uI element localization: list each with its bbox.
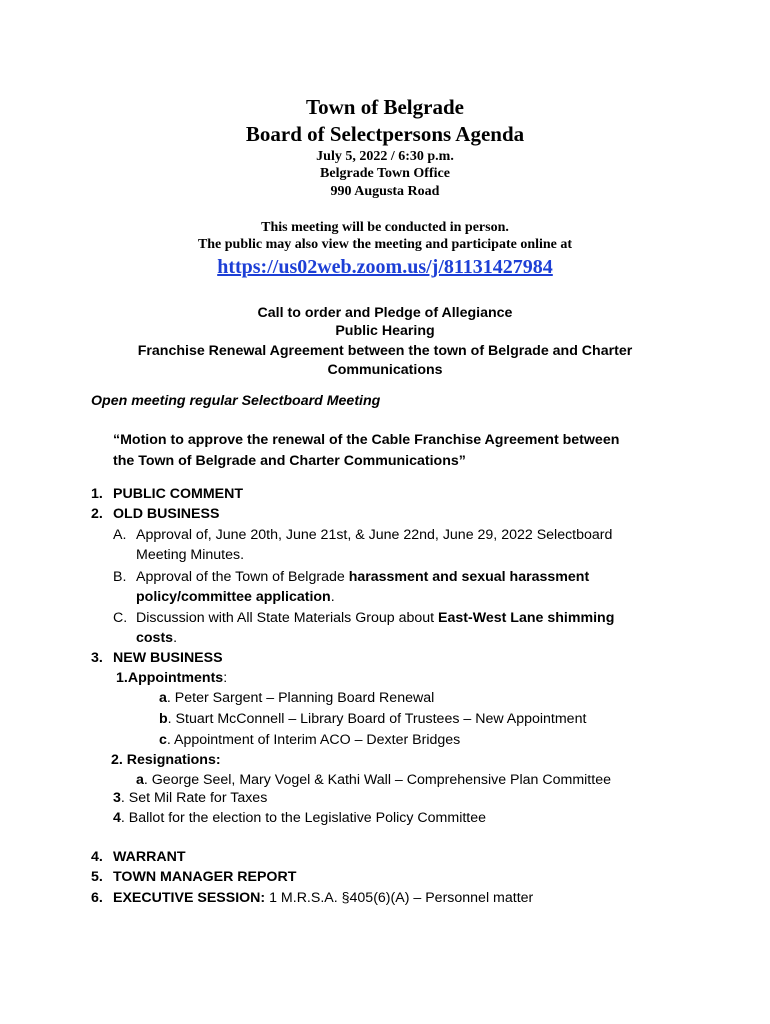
franchise-line-2: Communications — [327, 362, 443, 378]
sub-item-c-letter: C. — [113, 610, 128, 626]
appointment-c-text: . Appointment of Interim ACO – Dexter Bridges — [166, 732, 461, 748]
appointment-a-letter: a — [159, 690, 167, 706]
appointments-label: 1.Appointments — [116, 670, 224, 686]
meeting-date: July 5, 2022 / 6:30 p.m. — [316, 149, 454, 164]
item-number-4: 4. — [91, 849, 103, 865]
sub-item-a-line-1: Approval of, June 20th, June 21st, & June 22nd, June 29, 2022 Selectboard — [136, 527, 613, 543]
sub-item-3-number: 3 — [113, 790, 121, 806]
item-warrant: WARRANT — [113, 849, 186, 865]
appointments-heading — [116, 668, 227, 688]
appointment-b-letter: b — [159, 711, 168, 727]
motion-line-2: the Town of Belgrade and Charter Communications” — [113, 453, 466, 469]
sub-item-c-bold-2: costs — [136, 630, 174, 646]
item-old-business: OLD BUSINESS — [113, 506, 220, 522]
sub-item-3-text: . Set Mil Rate for Taxes — [120, 790, 268, 806]
sub-item-b-bold-2: policy/committee application — [136, 589, 331, 605]
resignation-a-letter: a — [136, 772, 144, 788]
sub-item-b-bold-1: harassment and sexual harassment — [348, 569, 590, 585]
sub-item-c-period: . — [173, 630, 178, 646]
item-executive-session — [113, 888, 533, 908]
item-public-comment: PUBLIC COMMENT — [113, 486, 244, 502]
item-number-2: 2. — [91, 506, 103, 522]
sub-item-b-line-2 — [136, 587, 335, 607]
call-to-order: Call to order and Pledge of Allegiance — [257, 305, 513, 321]
sub-item-c-bold-1: East-West Lane shimming — [438, 610, 615, 626]
appointments-colon: : — [223, 670, 228, 686]
notice-line-2: The public may also view the meeting and participate online at — [197, 237, 573, 252]
sub-item-a-letter: A. — [113, 527, 127, 543]
meeting-location: Belgrade Town Office — [320, 166, 450, 181]
executive-session-detail: 1 M.R.S.A. §405(6)(A) – Personnel matter — [265, 890, 534, 906]
motion-line-1: “Motion to approve the renewal of the Cable Franchise Agreement between — [113, 432, 620, 448]
sub-item-b-text: Approval of the Town of Belgrade — [136, 569, 349, 585]
appointment-a — [159, 688, 434, 708]
appointment-c-letter: c — [159, 732, 167, 748]
item-number-3: 3. — [91, 650, 103, 666]
town-title: Town of Belgrade — [306, 95, 464, 119]
appointment-b-text: . Stuart McConnell – Library Board of Trustees – New Appointment — [167, 711, 587, 727]
appointment-a-text: . Peter Sargent – Planning Board Renewal — [166, 690, 435, 706]
notice-line-1: This meeting will be conducted in person. — [261, 220, 509, 235]
item-new-business: NEW BUSINESS — [113, 650, 223, 666]
sub-item-b-line-1 — [136, 567, 589, 587]
executive-session-label: EXECUTIVE SESSION: — [113, 890, 266, 906]
franchise-line-1: Franchise Renewal Agreement between the town of Belgrade and Charter — [137, 343, 633, 359]
public-hearing: Public Hearing — [335, 323, 435, 339]
item-number-1: 1. — [91, 486, 103, 502]
sub-item-4-text: . Ballot for the election to the Legislative Policy Committee — [120, 810, 487, 826]
board-title: Board of Selectpersons Agenda — [245, 122, 525, 146]
sub-item-3 — [113, 788, 267, 808]
meeting-address: 990 Augusta Road — [330, 184, 440, 199]
sub-item-4 — [113, 808, 486, 828]
item-number-6: 6. — [91, 890, 103, 906]
sub-item-4-number: 4 — [113, 810, 121, 826]
item-town-manager-report: TOWN MANAGER REPORT — [113, 869, 297, 885]
resignation-a-text: . George Seel, Mary Vogel & Kathi Wall – Comprehensive Plan Committee — [143, 772, 611, 788]
appointment-c — [159, 730, 460, 750]
appointment-b — [159, 709, 586, 729]
resignation-a — [136, 770, 611, 790]
open-meeting-heading: Open meeting regular Selectboard Meeting — [91, 393, 381, 409]
sub-item-c-text: Discussion with All State Materials Group about — [136, 610, 439, 626]
resignations-heading: 2. Resignations: — [111, 752, 221, 768]
sub-item-c-line-1 — [136, 608, 614, 628]
sub-item-b-letter: B. — [113, 569, 127, 585]
sub-item-b-period: . — [330, 589, 335, 605]
zoom-link[interactable]: https://us02web.zoom.us/j/81131427984 — [217, 256, 553, 278]
sub-item-c-line-2 — [136, 628, 177, 648]
item-number-5: 5. — [91, 869, 103, 885]
sub-item-a-line-2: Meeting Minutes. — [136, 547, 245, 563]
